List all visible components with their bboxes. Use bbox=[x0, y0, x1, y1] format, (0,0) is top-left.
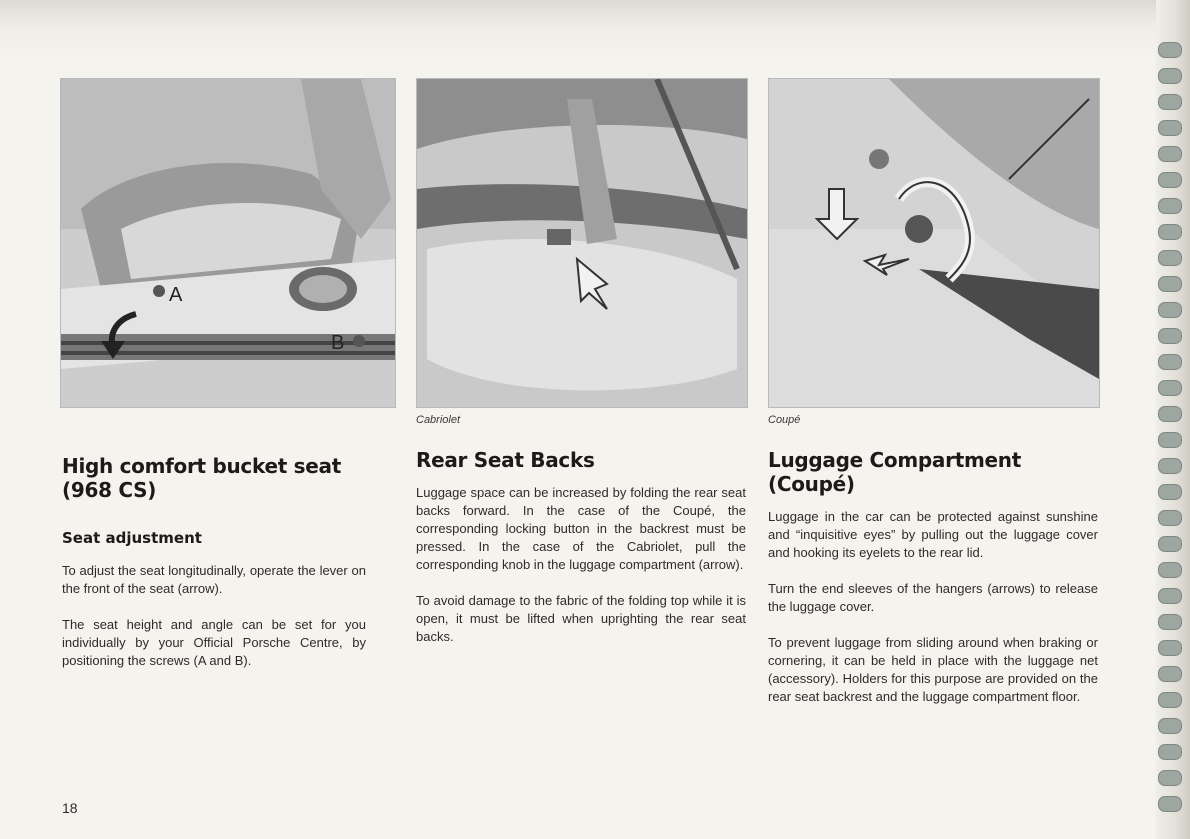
photo-caption-cabriolet: Cabriolet bbox=[416, 414, 461, 426]
luggage-compartment-coupe-illustration bbox=[768, 78, 1100, 408]
luggage-compartment-section bbox=[768, 448, 1098, 706]
seat-adjustment-paragraph-2: The seat height and angle can be set for you individually by your Official Porsche Centre, by positioning the screws (A and B). bbox=[62, 617, 366, 668]
luggage-paragraph-1: Luggage in the car can be protected against sunshine and “inquisitive eyes” by pulling out the luggage cover and hooking its eyelets to the rear lid. bbox=[768, 509, 1098, 560]
spiral-binding bbox=[1156, 0, 1190, 839]
screw-label-b: B bbox=[331, 332, 345, 354]
bucket-seat-illustration bbox=[60, 78, 396, 408]
bucket-seat-title-line1: High comfort bucket seat bbox=[62, 454, 341, 478]
bucket-seat-section bbox=[62, 448, 366, 670]
rear-seat-paragraph-2: To avoid damage to the fabric of the folding top while it is open, it must be lifted when uprighting the rear seat backs. bbox=[416, 593, 746, 644]
luggage-paragraph-2: Turn the end sleeves of the hangers (arrows) to release the luggage cover. bbox=[768, 581, 1098, 614]
rear-seat-paragraph-1: Luggage space can be increased by folding the rear seat backs forward. In the case of the Coupé, the corresponding locking button in the backrest must be pressed. In the case of the Cabriolet, pull the corresponding knob in the luggage compartment (arrow). bbox=[416, 485, 746, 572]
seat-adjustment-paragraph-1: To adjust the seat longitudinally, operate the lever on the front of the seat (arrow). bbox=[62, 563, 366, 596]
screw-label-a: A bbox=[169, 284, 183, 306]
rear-seat-backs-section bbox=[416, 448, 746, 646]
page-number: 18 bbox=[62, 800, 78, 816]
seat-adjustment-subtitle: Seat adjustment bbox=[62, 529, 202, 547]
luggage-compartment-title: Luggage Compartment (Coupé) bbox=[768, 448, 1021, 496]
rear-seat-backs-title: Rear Seat Backs bbox=[416, 448, 595, 472]
luggage-paragraph-3: To prevent luggage from sliding around when braking or cornering, it can be held in place with the luggage net (accessory). Holders for this purpose are provided on the rear seat backrest and the luggage compartment floor. bbox=[768, 635, 1098, 704]
rear-seat-cabriolet-illustration bbox=[416, 78, 748, 408]
photo-caption-coupe: Coupé bbox=[768, 414, 801, 426]
bucket-seat-title-line2: (968 CS) bbox=[62, 478, 157, 502]
